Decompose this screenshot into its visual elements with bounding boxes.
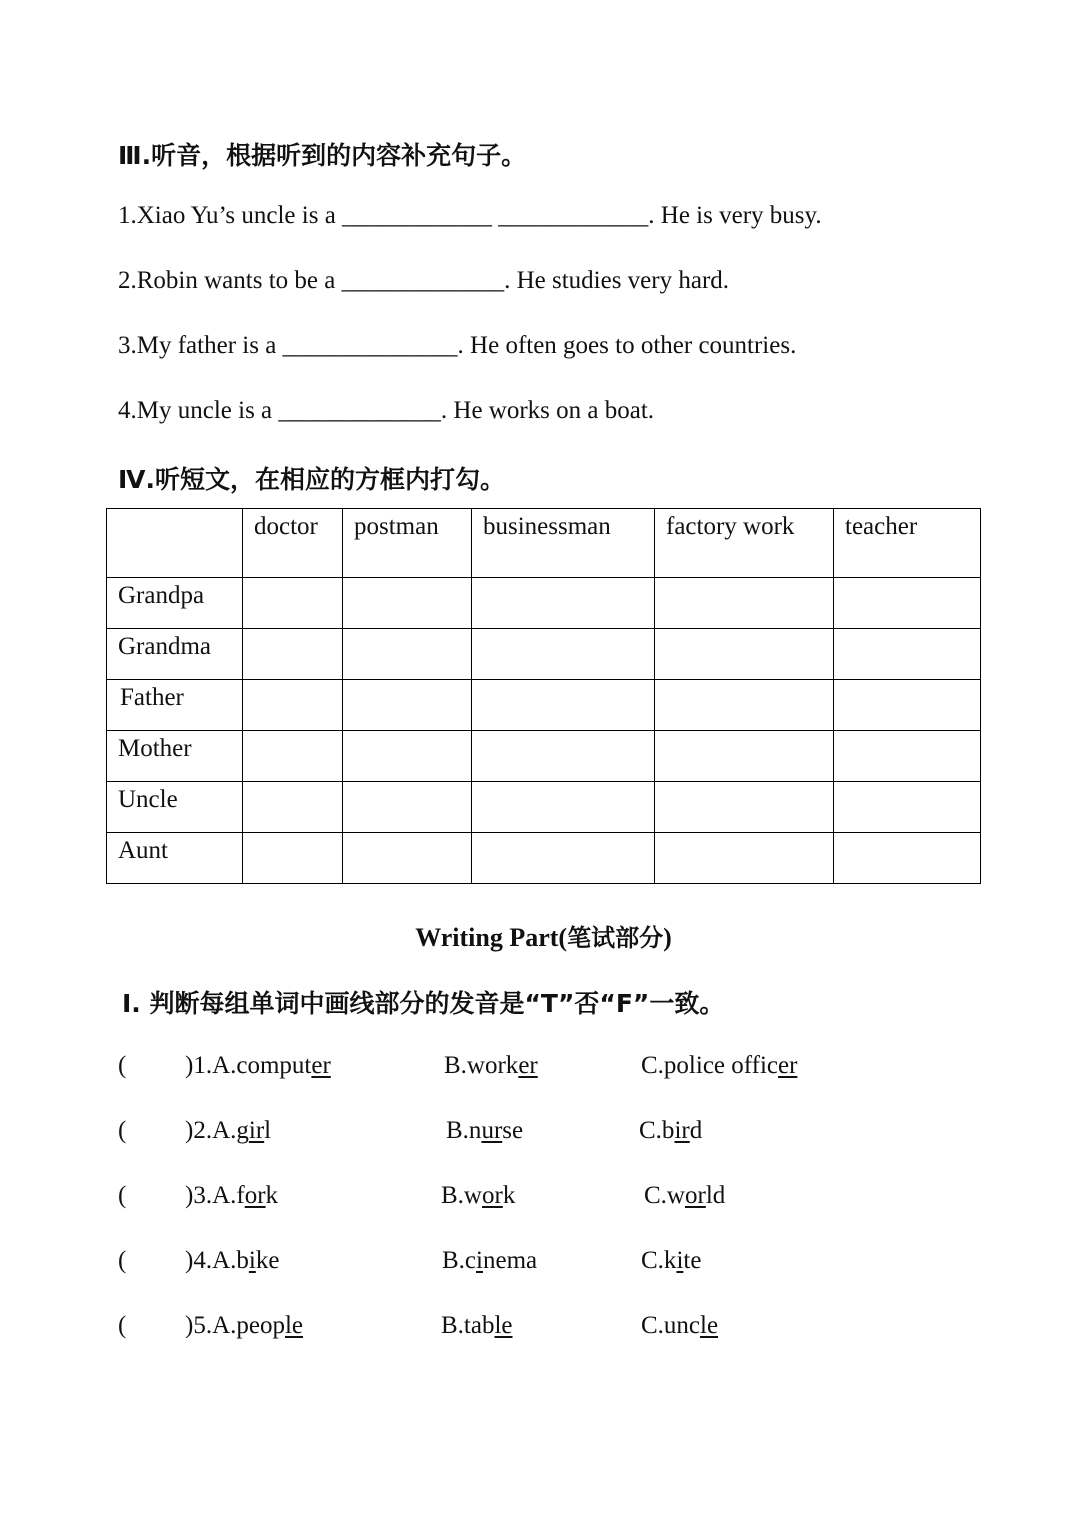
table-header-cell xyxy=(107,509,243,578)
section-1-title: Ⅰ. 判断每组单词中画线部分的发音是“T”否“F”一致。 xyxy=(122,989,725,1018)
word-part: A.f xyxy=(212,1182,245,1209)
check-box[interactable] xyxy=(472,680,655,731)
check-box[interactable] xyxy=(655,629,834,680)
section-4-title: Ⅳ.听短文，在相应的方框内打勾。 xyxy=(118,465,505,494)
question-number: )3. xyxy=(185,1182,213,1209)
question-1-option-c xyxy=(641,1052,797,1080)
question-5-option-a xyxy=(185,1312,303,1340)
question-3-option-b xyxy=(441,1182,515,1210)
underlined-letters: i xyxy=(248,1247,256,1274)
table-header-row xyxy=(107,509,981,578)
underlined-letters: or xyxy=(684,1182,706,1209)
check-box[interactable] xyxy=(834,680,981,731)
underlined-letters: or xyxy=(244,1182,266,1209)
table-header-cell: factory work xyxy=(655,509,834,578)
row-label: Father xyxy=(107,680,243,731)
check-box[interactable] xyxy=(655,782,834,833)
question-5-option-c xyxy=(641,1312,718,1340)
writing-title-end: ) xyxy=(663,923,672,952)
question-number: )4. xyxy=(185,1247,213,1274)
word-part: k xyxy=(265,1182,279,1209)
check-box[interactable] xyxy=(834,731,981,782)
answer-bracket[interactable]: ( xyxy=(118,1117,127,1144)
answer-bracket[interactable]: ( xyxy=(118,1312,127,1339)
section-3-title: Ⅲ.听音，根据听到的内容补充句子。 xyxy=(118,141,527,170)
fill-sentence-4: 4.My uncle is a _____________. He works on a boat. xyxy=(118,397,655,424)
check-box[interactable] xyxy=(343,833,472,884)
row-label: Mother xyxy=(107,731,243,782)
word-part: se xyxy=(502,1117,524,1144)
question-number: )5. xyxy=(185,1312,213,1339)
underlined-letters: le xyxy=(494,1312,513,1339)
word-part: nema xyxy=(482,1247,538,1274)
question-number: )2. xyxy=(185,1117,213,1144)
word-part: ke xyxy=(255,1247,280,1274)
word-part: A.comput xyxy=(212,1052,312,1079)
check-box[interactable] xyxy=(655,680,834,731)
row-label: Uncle xyxy=(107,782,243,833)
word-part: d xyxy=(689,1117,703,1144)
answer-bracket[interactable]: ( xyxy=(118,1182,127,1209)
underlined-letters: i xyxy=(476,1247,483,1274)
word-part: C.w xyxy=(644,1182,685,1209)
table-header-cell: teacher xyxy=(834,509,981,578)
word-part: B.c xyxy=(442,1247,477,1274)
check-box[interactable] xyxy=(243,731,343,782)
word-part: k xyxy=(502,1182,516,1209)
question-3-option-a xyxy=(185,1182,278,1210)
word-part: C.b xyxy=(639,1117,675,1144)
underlined-letters: er xyxy=(518,1052,538,1079)
underlined-letters: er xyxy=(311,1052,331,1079)
word-part: B.tab xyxy=(441,1312,495,1339)
row-label: Grandpa xyxy=(107,578,243,629)
underlined-letters: er xyxy=(778,1052,798,1079)
word-part: C.unc xyxy=(641,1312,701,1339)
job-check-table xyxy=(106,508,981,884)
word-part: B.n xyxy=(446,1117,482,1144)
check-box[interactable] xyxy=(655,578,834,629)
check-box[interactable] xyxy=(472,578,655,629)
answer-bracket[interactable]: ( xyxy=(118,1052,127,1079)
underlined-letters: le xyxy=(700,1312,719,1339)
underlined-letters: ir xyxy=(674,1117,690,1144)
question-4-option-a xyxy=(185,1247,279,1275)
check-box[interactable] xyxy=(243,833,343,884)
word-part: C.police offic xyxy=(641,1052,778,1079)
check-box[interactable] xyxy=(655,833,834,884)
table-header-cell: doctor xyxy=(243,509,343,578)
table-row xyxy=(107,833,981,884)
question-3-option-c xyxy=(644,1182,725,1210)
check-box[interactable] xyxy=(343,731,472,782)
word-part: A.g xyxy=(212,1117,249,1144)
question-5-option-b xyxy=(441,1312,513,1340)
table-header-cell: businessman xyxy=(472,509,655,578)
check-box[interactable] xyxy=(343,578,472,629)
row-label: Grandma xyxy=(107,629,243,680)
word-part: A.b xyxy=(212,1247,249,1274)
question-4-option-b xyxy=(442,1247,537,1275)
check-box[interactable] xyxy=(243,782,343,833)
question-2-option-b xyxy=(446,1117,523,1145)
writing-title-cn: 笔试部分 xyxy=(567,924,664,952)
underlined-letters: or xyxy=(481,1182,503,1209)
underlined-letters: le xyxy=(284,1312,304,1339)
word-part: l xyxy=(264,1117,272,1144)
row-label: Aunt xyxy=(107,833,243,884)
check-box[interactable] xyxy=(243,680,343,731)
fill-sentence-1: 1.Xiao Yu’s uncle is a ____________ ____________. He is very busy. xyxy=(118,202,822,229)
question-1-option-b xyxy=(444,1052,538,1080)
table-row xyxy=(107,629,981,680)
check-box[interactable] xyxy=(243,578,343,629)
check-box[interactable] xyxy=(343,680,472,731)
table-header-cell: postman xyxy=(343,509,472,578)
word-part: C.k xyxy=(641,1247,677,1274)
table-row xyxy=(107,782,981,833)
underlined-letters: ur xyxy=(481,1117,503,1144)
table-row xyxy=(107,680,981,731)
check-box[interactable] xyxy=(343,782,472,833)
word-part: te xyxy=(683,1247,702,1274)
check-box[interactable] xyxy=(343,629,472,680)
answer-bracket[interactable]: ( xyxy=(118,1247,127,1274)
underlined-letters: ir xyxy=(248,1117,265,1144)
check-box[interactable] xyxy=(472,731,655,782)
word-part: B.w xyxy=(441,1182,482,1209)
check-box[interactable] xyxy=(834,833,981,884)
fill-sentence-3: 3.My father is a ______________. He often goes to other countries. xyxy=(118,332,797,359)
fill-sentence-2: 2.Robin wants to be a _____________. He studies very hard. xyxy=(118,267,730,294)
check-box[interactable] xyxy=(834,782,981,833)
writing-part-title xyxy=(0,918,1087,953)
question-number: )1. xyxy=(185,1052,213,1079)
question-1-option-a xyxy=(185,1052,331,1080)
check-box[interactable] xyxy=(834,578,981,629)
word-part: ld xyxy=(705,1182,726,1209)
question-2-option-c xyxy=(639,1117,702,1145)
writing-title-en: Writing Part( xyxy=(415,923,568,952)
table-row xyxy=(107,578,981,629)
check-box[interactable] xyxy=(472,629,655,680)
word-part: A.peop xyxy=(212,1312,285,1339)
underlined-letters: i xyxy=(676,1247,684,1274)
question-2-option-a xyxy=(185,1117,271,1145)
word-part: B.work xyxy=(444,1052,519,1079)
check-box[interactable] xyxy=(472,833,655,884)
check-box[interactable] xyxy=(243,629,343,680)
check-box[interactable] xyxy=(655,731,834,782)
table-row xyxy=(107,731,981,782)
check-box[interactable] xyxy=(834,629,981,680)
question-4-option-c xyxy=(641,1247,701,1275)
check-box[interactable] xyxy=(472,782,655,833)
